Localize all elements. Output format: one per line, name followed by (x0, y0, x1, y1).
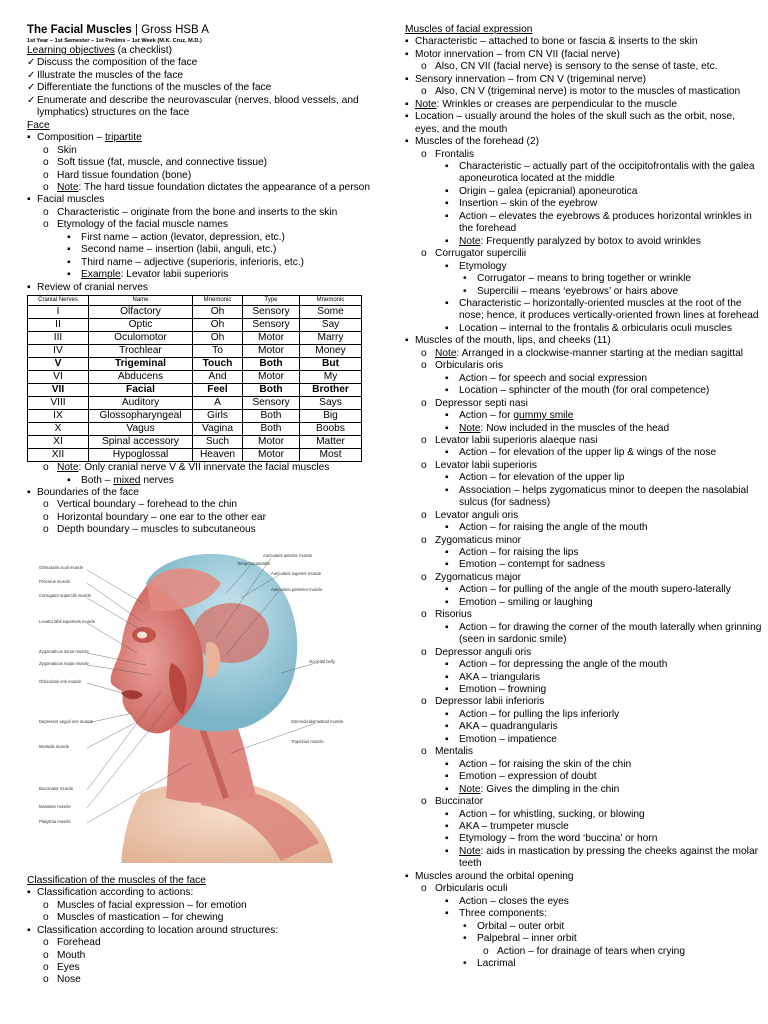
list-item: o Nose (43, 974, 81, 986)
figure-label: Orbicularis oris muscle (39, 678, 82, 684)
figure-label: Auricularis superior muscle (271, 570, 322, 576)
list-item: ▪ Action – for depressing the angle of the mouth (445, 659, 668, 671)
objective-item: ✓Enumerate and describe the neurovascular (nerves, blood vessels, and (27, 94, 359, 106)
list-item: ▪ Second name – insertion (labii, anguli, etc.) (67, 244, 277, 256)
list-item: ▪ Action – for whistling, sucking, or blowing (445, 808, 645, 820)
right-column (405, 24, 762, 970)
left-column (27, 24, 371, 987)
list-item: o Levator labii superioris (421, 459, 537, 471)
table-cell: But (300, 358, 362, 371)
figure-label: Depressor anguli oris muscle (39, 718, 93, 724)
list-item: o Muscles of facial expression – for emotion (43, 899, 247, 911)
list-item: ▪ Note: Frequently paralyzed by botox to avoid wrinkles (445, 235, 701, 247)
figure-label: Occipital belly (309, 658, 335, 664)
list-item: ▪ Action – for raising the angle of the mouth (445, 522, 648, 534)
table-row (28, 397, 362, 410)
table-header: Cranial Nerves (28, 296, 89, 306)
table-cell: Oh (193, 306, 243, 319)
list-item: ▪ First name – action (levator, depression, etc.) (67, 231, 285, 243)
list-item: ▪ Muscles of the mouth, lips, and cheeks (11) (405, 335, 611, 347)
list-item: o Mouth (43, 949, 86, 961)
table-cell: VII (28, 384, 89, 397)
cranial-nerves-table (27, 295, 362, 462)
list-item: ▪ Emotion – frowning (445, 684, 547, 696)
list-item-cont: sulcus (for sadness) (459, 497, 551, 509)
list-item: ▪ Action – for gummy smile (445, 410, 574, 422)
table-cell: Boobs (300, 423, 362, 436)
table-cell: Sensory (243, 306, 300, 319)
table-cell: XII (28, 449, 89, 462)
table-row (28, 332, 362, 345)
table-cell: Most (300, 449, 362, 462)
table-cell: Touch (193, 358, 243, 371)
table-cell: Say (300, 319, 362, 332)
table-cell: Sensory (243, 319, 300, 332)
table-cell: To (193, 345, 243, 358)
list-item: o Vertical boundary – forehead to the chin (43, 499, 238, 511)
table-cell: Money (300, 345, 362, 358)
list-item: o Zygomaticus minor (421, 534, 522, 546)
table-cell: Both (243, 384, 300, 397)
list-item-cont: eyes, and the mouth (415, 123, 508, 135)
table-cell: Girls (193, 410, 243, 423)
table-cell: Abducens (89, 371, 193, 384)
list-item: ▪ Emotion – contempt for sadness (445, 559, 606, 571)
table-cell: Marry (300, 332, 362, 345)
table-cell: Auditory (89, 397, 193, 410)
table-cell: Matter (300, 436, 362, 449)
list-item: • Palpebral – inner orbit (463, 933, 577, 945)
list-item: ▪ Characteristic – horizontally-oriented muscles at the root of the (445, 297, 742, 309)
figure-label: Auricularis anterior muscle (263, 552, 313, 558)
list-item: ▪ Composition – tripartite (27, 132, 142, 144)
list-item: ▪ Action – for elevation of the upper lip & wings of the nose (445, 447, 717, 459)
list-item: • Orbital – outer orbit (463, 920, 565, 932)
head-neck-muscles-drawing (51, 543, 347, 871)
table-cell: Oh (193, 319, 243, 332)
list-item: o Orbicularis oris (421, 360, 503, 372)
table-cell: Motor (243, 345, 300, 358)
list-item: ▪ Boundaries of the face (27, 486, 139, 498)
table-cell: Motor (243, 371, 300, 384)
list-item: ▪ Both – mixed nerves (67, 474, 174, 486)
figure-label: Mentalis muscle (39, 743, 70, 749)
list-item-cont: aponeurotica located at the middle (459, 173, 615, 185)
table-row (28, 358, 362, 371)
list-item: ▪ Emotion – expression of doubt (445, 771, 597, 783)
table-cell: Trochlear (89, 345, 193, 358)
list-item: ▪ Emotion – smiling or laughing (445, 596, 593, 608)
list-item: ▪ Motor innervation – from CN VII (facial nerve) (405, 48, 620, 60)
table-row (28, 410, 362, 423)
objective-item: ✓Discuss the composition of the face (27, 57, 198, 69)
figure-label: Zygomaticus major muscle (39, 660, 89, 666)
table-cell: My (300, 371, 362, 384)
table-header-row (28, 296, 362, 306)
list-item: ▪ AKA – triangularis (445, 671, 540, 683)
list-item: ▪ Origin – galea (epicranial) aponeurotica (445, 185, 638, 197)
list-item: ▪ Action – for pulling the lips inferiorly (445, 708, 620, 720)
list-item: ▪ Third name – adjective (superioris, inferioris, etc.) (67, 256, 305, 268)
table-cell: VI (28, 371, 89, 384)
objective-item: ✓Differentiate the functions of the muscles of the face (27, 82, 272, 94)
table-cell: Both (243, 410, 300, 423)
list-item: o Soft tissue (fat, muscle, and connective tissue) (43, 157, 268, 169)
list-item: o Note: Arranged in a clockwise-manner starting at the median sagittal (421, 347, 744, 359)
table-cell: And (193, 371, 243, 384)
table-cell: Says (300, 397, 362, 410)
table-row (28, 423, 362, 436)
list-item-cont: nose; hence, it produces vertically-oriented frown lines at forehead (459, 310, 759, 322)
figure-label: Auricularis posterior muscle (271, 586, 323, 592)
list-item: ▪ Action – for pulling of the angle of the mouth supero-laterally (445, 584, 731, 596)
list-item: o Characteristic – originate from the bone and inserts to the skin (43, 206, 338, 218)
list-item: o Depressor anguli oris (421, 646, 532, 658)
table-header: Type (243, 296, 300, 306)
table-header: Name (89, 296, 193, 306)
table-cell: Oculomotor (89, 332, 193, 345)
list-item-cont: the forehead (459, 223, 517, 235)
table-cell: III (28, 332, 89, 345)
list-item-cont: (seen in sardonic smile) (459, 634, 567, 646)
table-cell: A (193, 397, 243, 410)
list-item: ▪ Insertion – skin of the eyebrow (445, 198, 598, 210)
table-header: Mnemonic (193, 296, 243, 306)
table-row (28, 371, 362, 384)
table-cell: Such (193, 436, 243, 449)
table-cell: Heaven (193, 449, 243, 462)
figure-label: Masseter muscle (39, 803, 71, 809)
list-item: ▪ Characteristic – attached to bone or fascia & inserts to the skin (405, 36, 698, 48)
list-item: o Mentalis (421, 746, 473, 758)
figure-label: Buccinator muscle (39, 785, 74, 791)
table-cell: X (28, 423, 89, 436)
section-heading: Muscles of facial expression (405, 24, 533, 35)
table-cell: Motor (243, 332, 300, 345)
list-item: o Forehead (43, 937, 101, 949)
objectives-heading: Learning objectives (a checklist) (27, 45, 172, 56)
list-item: o Etymology of the facial muscle names (43, 219, 228, 231)
table-cell: IX (28, 410, 89, 423)
list-item: ▪ Example: Levator labii superioris (67, 269, 229, 281)
list-item: o Skin (43, 144, 77, 156)
table-row (28, 436, 362, 449)
list-item: o Eyes (43, 961, 80, 973)
table-cell: Some (300, 306, 362, 319)
table-cell: IV (28, 345, 89, 358)
list-item: ▪ Emotion – impatience (445, 733, 557, 745)
list-item: ▪ Note: Now included in the muscles of the head (445, 422, 670, 434)
list-item: ▪ Classification according to location around structures: (27, 924, 279, 936)
table-cell: II (28, 319, 89, 332)
list-item: ▪ Three components: (445, 908, 547, 920)
table-row (28, 449, 362, 462)
table-cell: I (28, 306, 89, 319)
list-item: o Hard tissue foundation (bone) (43, 169, 192, 181)
list-item: o Also, CN VII (facial nerve) is sensory to the sense of taste, etc. (421, 61, 718, 73)
list-item: ▪ Action – for raising the skin of the chin (445, 758, 632, 770)
table-row (28, 384, 362, 397)
list-item: o Horizontal boundary – one ear to the other ear (43, 511, 266, 523)
figure-label: Procerus muscle (39, 578, 71, 584)
list-item: ▪ Location – usually around the holes of the skull such as the orbit, nose, (405, 111, 735, 123)
figure-label: Zygomaticus minor muscle (39, 648, 89, 654)
face-heading: Face (27, 119, 50, 131)
list-item: o Action – for drainage of tears when crying (483, 945, 686, 957)
table-cell: Big (300, 410, 362, 423)
table-cell: Motor (243, 449, 300, 462)
figure-label: Platysma muscle (39, 818, 71, 824)
table-cell: Brother (300, 384, 362, 397)
list-item: ▪ AKA – quadrangularis (445, 721, 558, 733)
list-item: ▪ Action – elevates the eyebrows & produces horizontal wrinkles in (445, 210, 752, 222)
list-item: ▪ Review of cranial nerves (27, 281, 148, 293)
page-subtitle: 1st Year – 1st Semester – 1st Prelims – 1st Week (M.K. Cruz, M.D.) (27, 38, 202, 44)
list-item: o Depressor septi nasi (421, 397, 528, 409)
table-header: Mnemonic (300, 296, 362, 306)
list-item: ▪ Action – for raising the lips (445, 547, 579, 559)
list-item-cont: teeth (459, 858, 482, 870)
list-item: o Buccinator (421, 796, 484, 808)
list-item: o Frontalis (421, 148, 475, 160)
classification-heading: Classification of the muscles of the face (27, 874, 206, 886)
list-item: ▪ Characteristic – actually part of the occipitofrontalis with the galea (445, 160, 755, 172)
table-cell: Olfactory (89, 306, 193, 319)
list-item: o Depth boundary – muscles to subcutaneous (43, 524, 256, 536)
table-cell: Vagus (89, 423, 193, 436)
list-item: o Risorius (421, 609, 472, 621)
list-item: ▪ Action – for speech and social expression (445, 372, 648, 384)
list-item: ▪ Sensory innervation – from CN V (trigeminal nerve) (405, 73, 647, 85)
list-item: o Also, CN V (trigeminal nerve) is motor to the muscles of mastication (421, 86, 741, 98)
table-row (28, 319, 362, 332)
table-cell: Motor (243, 436, 300, 449)
list-item: ▪ Location – internal to the frontalis & orbicularis oculi muscles (445, 322, 732, 334)
figure-label: Trapezius muscle (291, 738, 324, 744)
list-item: ▪ Action – closes the eyes (445, 895, 569, 907)
list-item: o Note: The hard tissue foundation dictates the appearance of a person (43, 181, 371, 193)
list-item: ▪ Note: Wrinkles or creases are perpendicular to the muscle (405, 98, 677, 110)
list-item: ▪ Classification according to actions: (27, 887, 194, 899)
figure-label: Sternocleidomastoid muscle (291, 718, 344, 724)
table-cell: Spinal accessory (89, 436, 193, 449)
list-item: o Note: Only cranial nerve V & VII innervate the facial muscles (43, 462, 330, 474)
list-item: o Zygomaticus major (421, 571, 522, 583)
table-cell: Both (243, 423, 300, 436)
table-cell: Trigeminal (89, 358, 193, 371)
list-item: ▪ Note: aids in mastication by pressing the cheeks against the molar (445, 845, 759, 857)
list-item: ▪ Action – for elevation of the upper lip (445, 472, 625, 484)
list-item: ▪ Association – helps zygomaticus minor to deepen the nasolabial (445, 484, 749, 496)
list-item: o Levator labii superioris alaeque nasi (421, 434, 598, 446)
table-cell: XI (28, 436, 89, 449)
list-item: ▪ AKA – trumpeter muscle (445, 821, 569, 832)
table-cell: Optic (89, 319, 193, 332)
list-item: ▪ Etymology (445, 260, 507, 272)
list-item: o Levator anguli oris (421, 509, 519, 521)
list-item: o Depressor labii inferioris (421, 696, 545, 708)
list-item: o Muscles of mastication – for chewing (43, 912, 224, 924)
list-item: • Supercilii – means ‘eyebrows’ or hairs above (463, 285, 679, 297)
table-cell: Glossopharyngeal (89, 410, 193, 423)
table-cell: Vagina (193, 423, 243, 436)
facial-muscles-illustration (39, 543, 347, 871)
table-cell: Oh (193, 332, 243, 345)
table-cell: Facial (89, 384, 193, 397)
table-cell: VIII (28, 397, 89, 410)
table-cell: Feel (193, 384, 243, 397)
table-cell: V (28, 358, 89, 371)
list-item: ▪ Action – for drawing the corner of the mouth laterally when grinning (445, 621, 762, 633)
figure-label: Orbicularis oculi muscle (39, 564, 84, 570)
list-item: • Corrugator – means to bring together or wrinkle (463, 273, 692, 285)
list-item: ▪ Facial muscles (27, 194, 105, 206)
table-row (28, 306, 362, 319)
list-item: o Corrugator supercilii (421, 248, 527, 260)
figure-label: Levator labii superioris muscle (39, 618, 96, 624)
table-row (28, 345, 362, 358)
list-item: • Lacrimal (463, 957, 516, 969)
table-cell: Sensory (243, 397, 300, 410)
objective-item-cont: lymphatics) structures on the face (37, 107, 190, 119)
figure-label: Corrugator supercilii muscle (39, 592, 91, 598)
list-item: ▪ Muscles of the forehead (2) (405, 136, 540, 148)
list-item: o Orbicularis oculi (421, 883, 508, 895)
page-title: The Facial Muscles | Gross HSB A (27, 24, 209, 36)
objective-item: ✓Illustrate the muscles of the face (27, 69, 184, 81)
list-item: ▪ Muscles around the orbital opening (405, 870, 574, 882)
table-cell: Both (243, 358, 300, 371)
list-item: ▪ Note: Gives the dimpling in the chin (445, 783, 620, 795)
table-cell: Hypoglossal (89, 449, 193, 462)
list-item: ▪ Etymology – from the word ‘buccina’ or horn (445, 833, 658, 845)
list-item: ▪ Location – sphincter of the mouth (for oral competence) (445, 385, 710, 397)
figure-label: Temporoparietalis (237, 560, 271, 566)
